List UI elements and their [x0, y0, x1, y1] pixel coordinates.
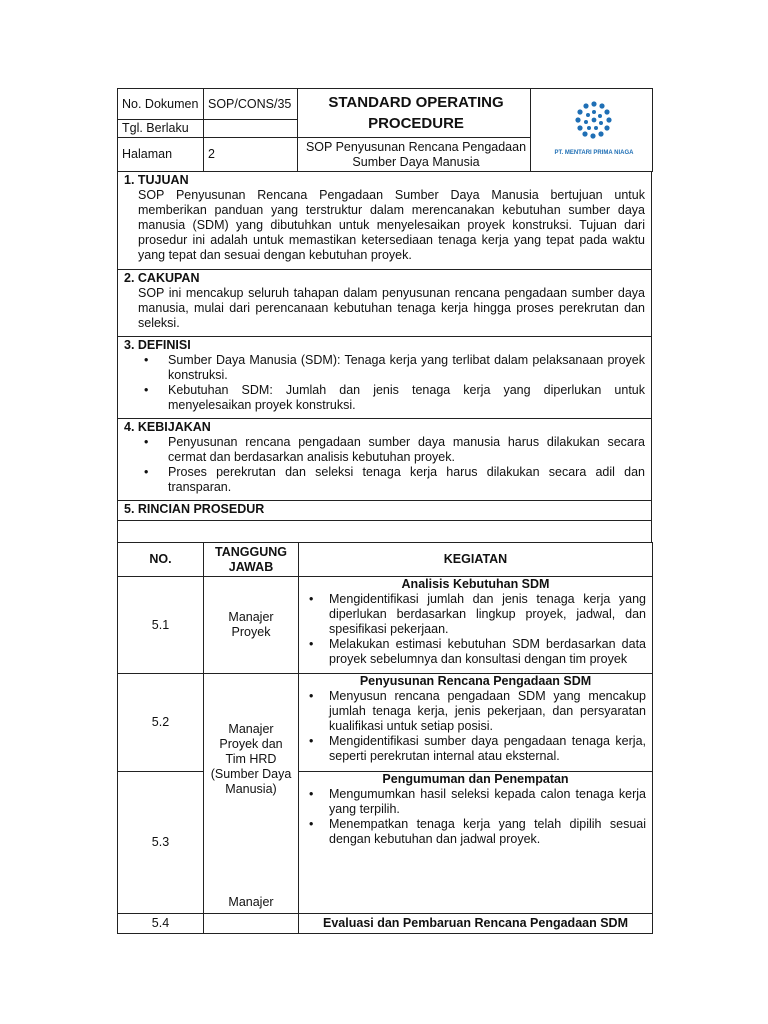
row-no: 5.2 [118, 674, 204, 772]
list-item: • Mengidentifikasi sumber daya pengadaan tenaga kerja, seperti perekrutan internal atau eksternal. [329, 734, 646, 764]
responsible-text: Manajer [228, 895, 274, 909]
section-cakupan [118, 270, 652, 337]
col-header-tanggung-jawab: TANGGUNG JAWAB [204, 543, 299, 577]
section-kebijakan [118, 419, 652, 501]
section-tujuan [118, 172, 652, 270]
section-heading: 4. KEBIJAKAN [124, 420, 211, 434]
halaman-value: 2 [204, 138, 298, 172]
document-header [117, 88, 653, 172]
table-row [118, 914, 653, 934]
row-responsible [204, 895, 299, 934]
col-header-kegiatan: KEGIATAN [299, 543, 653, 577]
table-row [118, 577, 653, 674]
dotted-circle-logo-icon [549, 96, 639, 160]
document-title: STANDARD OPERATING PROCEDURE [298, 89, 531, 138]
sections-table [117, 171, 652, 543]
row-no: 5.4 [118, 914, 204, 934]
activity-title: Evaluasi dan Pembaruan Rencana Pengadaan SDM [299, 914, 653, 934]
company-logo [531, 89, 653, 172]
list-item: • Menempatkan tenaga kerja yang telah dipilih sesuai dengan kebutuhan dan jadwal proyek. [329, 817, 646, 847]
list-item: • Sumber Daya Manusia (SDM): Tenaga kerja yang terlibat dalam pelaksanaan proyek konstruksi. [168, 353, 645, 383]
table-row [118, 772, 653, 914]
table-row [118, 674, 653, 772]
activity-title: Pengumuman dan Penempatan [382, 772, 569, 786]
col-header-no: NO. [118, 543, 204, 577]
list-item: • Mengumumkan hasil seleksi kepada calon tenaga kerja yang terpilih. [329, 787, 646, 817]
activity-title: Penyusunan Rencana Pengadaan SDM [359, 674, 592, 688]
list-item: • Kebutuhan SDM: Jumlah dan jenis tenaga kerja yang diperlukan untuk menyelesaikan proyek konstruksi. [168, 383, 645, 413]
section-text: SOP ini mencakup seluruh tahapan dalam penyusunan rencana pengadaan sumber daya manusia, mulai dari perencanaan kebutuhan tenaga kerja hingga proses perekrutan dan seleksi. [138, 286, 645, 330]
blank-row [118, 521, 652, 543]
section-heading: 5. RINCIAN PROSEDUR [124, 502, 265, 516]
halaman-label: Halaman [118, 138, 204, 172]
tgl-berlaku-label: Tgl. Berlaku [118, 120, 204, 138]
row-activity [299, 577, 653, 674]
section-heading: 2. CAKUPAN [124, 271, 200, 285]
no-dokumen-label: No. Dokumen [118, 89, 204, 120]
no-dokumen-value: SOP/CONS/35 [204, 89, 298, 120]
section-heading: 1. TUJUAN [124, 173, 189, 187]
list-item: • Menyusun rencana pengadaan SDM yang mencakup jumlah tenaga kerja, jenis pekerjaan, dan persyaratan kualifikasi untuk setiap posisi. [329, 689, 646, 734]
row-no: 5.3 [118, 772, 204, 914]
list-item: • Proses perekrutan dan seleksi tenaga kerja harus dilakukan secara adil dan transparan. [168, 465, 645, 495]
activity-title: Analisis Kebutuhan SDM [401, 577, 550, 591]
row-responsible: Manajer Proyek dan Tim HRD (Sumber Daya Manusia) [204, 674, 299, 914]
list-item: • Melakukan estimasi kebutuhan SDM berdasarkan data proyek sebelumnya dan konsultasi dengan tim proyek [329, 637, 646, 667]
section-text: SOP Penyusunan Rencana Pengadaan Sumber Daya Manusia bertujuan untuk memberikan panduan yang terstruktur dalam merencanakan kebutuhan sumber daya manusia (SDM) yang dibutuhkan untuk menyelesaikan proyek konstruksi. Tujuan dari prosedur ini adalah untuk memastikan ketersediaan tenaga kerja yang tepat pada waktu yang tepat dan sesuai dengan kebutuhan proyek. [138, 188, 645, 262]
procedure-table [117, 542, 653, 934]
sop-page [117, 88, 652, 934]
tgl-berlaku-value [204, 120, 298, 138]
list-item: • Penyusunan rencana pengadaan sumber daya manusia harus dilakukan secara cermat dan berdasarkan analisis kebutuhan proyek. [168, 435, 645, 465]
row-no: 5.1 [118, 577, 204, 674]
company-name: PT. MENTARI PRIMA NIAGA [554, 150, 633, 156]
section-rincian [118, 501, 652, 521]
section-definisi [118, 337, 652, 419]
document-subtitle: SOP Penyusunan Rencana Pengadaan Sumber Daya Manusia [298, 138, 531, 172]
section-heading: 3. DEFINISI [124, 338, 191, 352]
row-responsible: Manajer Proyek [204, 577, 299, 674]
row-activity [299, 772, 653, 914]
list-item: • Mengidentifikasi jumlah dan jenis tenaga kerja yang diperlukan berdasarkan lingkup proyek, jadwal, dan spesifikasi pekerjaan. [329, 592, 646, 637]
row-activity [299, 674, 653, 772]
